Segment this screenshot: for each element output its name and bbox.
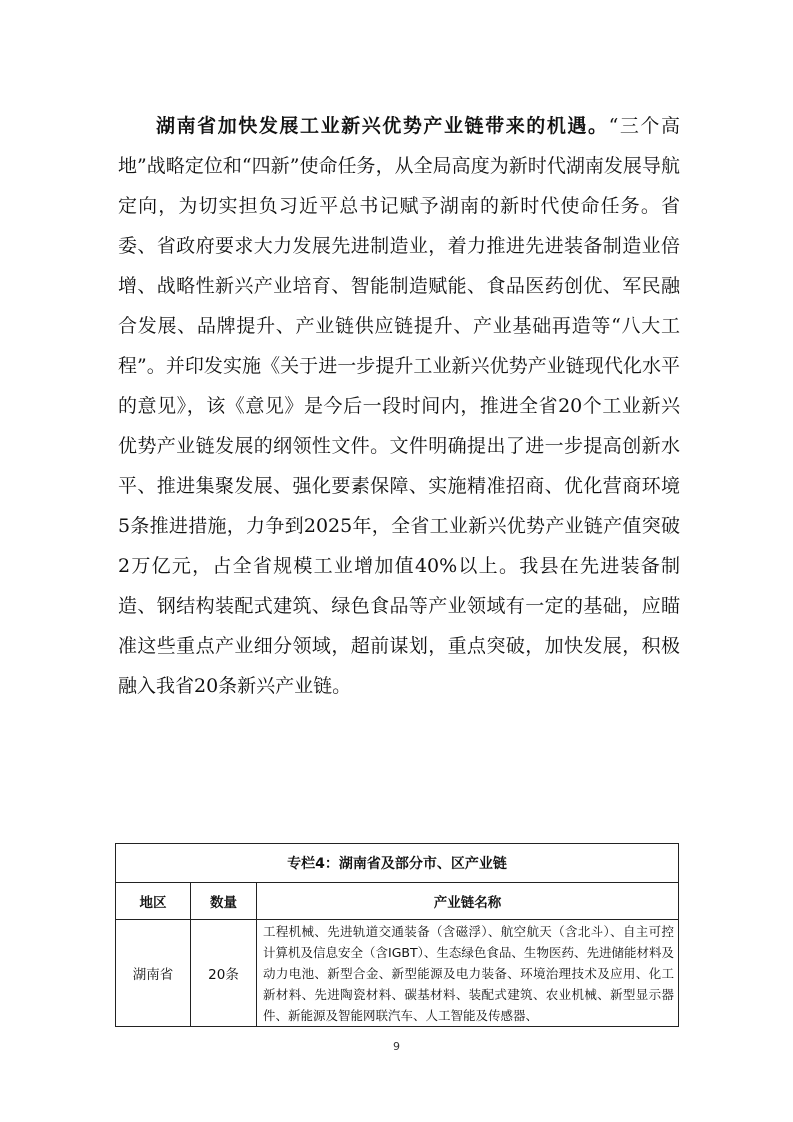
header-chain-names: 产业链名称 — [257, 883, 679, 920]
page-number: 9 — [393, 1040, 400, 1053]
cell-chain-names — [257, 920, 679, 1027]
table-caption: 专栏4：湖南省及部分市、区产业链 — [116, 844, 679, 883]
cell-region: 湖南省 — [116, 920, 191, 1027]
header-region: 地区 — [116, 883, 191, 920]
body-paragraph — [118, 106, 680, 706]
chain-names-text: 工程机械、先进轨道交通装备（含磁浮）、航空航天（含北斗）、自主可控计算机及信息安全（含IGBT）、生态绿色食品、生物医药、先进储能材料及动力电池、新型合金、新型能源及电力装备、环境治理技术及应用、化工新材料、先进陶瓷材料、碳基材料、装配式建筑、农业机械、新型显示器件、新能源及智能网联汽车、人工智能及传感器、 — [263, 924, 674, 1023]
header-count: 数量 — [191, 883, 257, 920]
table-row — [116, 920, 679, 1027]
cell-count: 20条 — [191, 920, 257, 1027]
industry-chain-table — [115, 843, 679, 1027]
paragraph-lead: 湖南省加快发展工业新兴优势产业链带来的机遇。 — [156, 115, 609, 137]
paragraph-text: “三个高地”战略定位和“四新”使命任务，从全局高度为新时代湖南发展导航定向，为切实担负习近平总书记赋予湖南的新时代使命任务。省委、省政府要求大力发展先进制造业，着力推进先进装备制造业倍增、战略性新兴产业培育、智能制造赋能、食品医药创优、军民融合发展、品牌提升、产业链供应链提升、产业基础再造等“八大工程”。并印发实施《关于进一步提升工业新兴优势产业链现代化水平的意见》，该《意见》是今后一段时间内，推进全省20个工业新兴优势产业链发展的纲领性文件。文件明确提出了进一步提高创新水平、推进集聚发展、强化要素保障、实施精准招商、优化营商环境5条推进措施，力争到2025年，全省工业新兴优势产业链产值突破2万亿元，占全省规模工业增加值40%以上。我县在先进装备制造、钢结构装配式建筑、绿色食品等产业领域有一定的基础，应瞄准这些重点产业细分领域，超前谋划，重点突破，加快发展，积极融入我省20条新兴产业链。 — [118, 115, 680, 697]
